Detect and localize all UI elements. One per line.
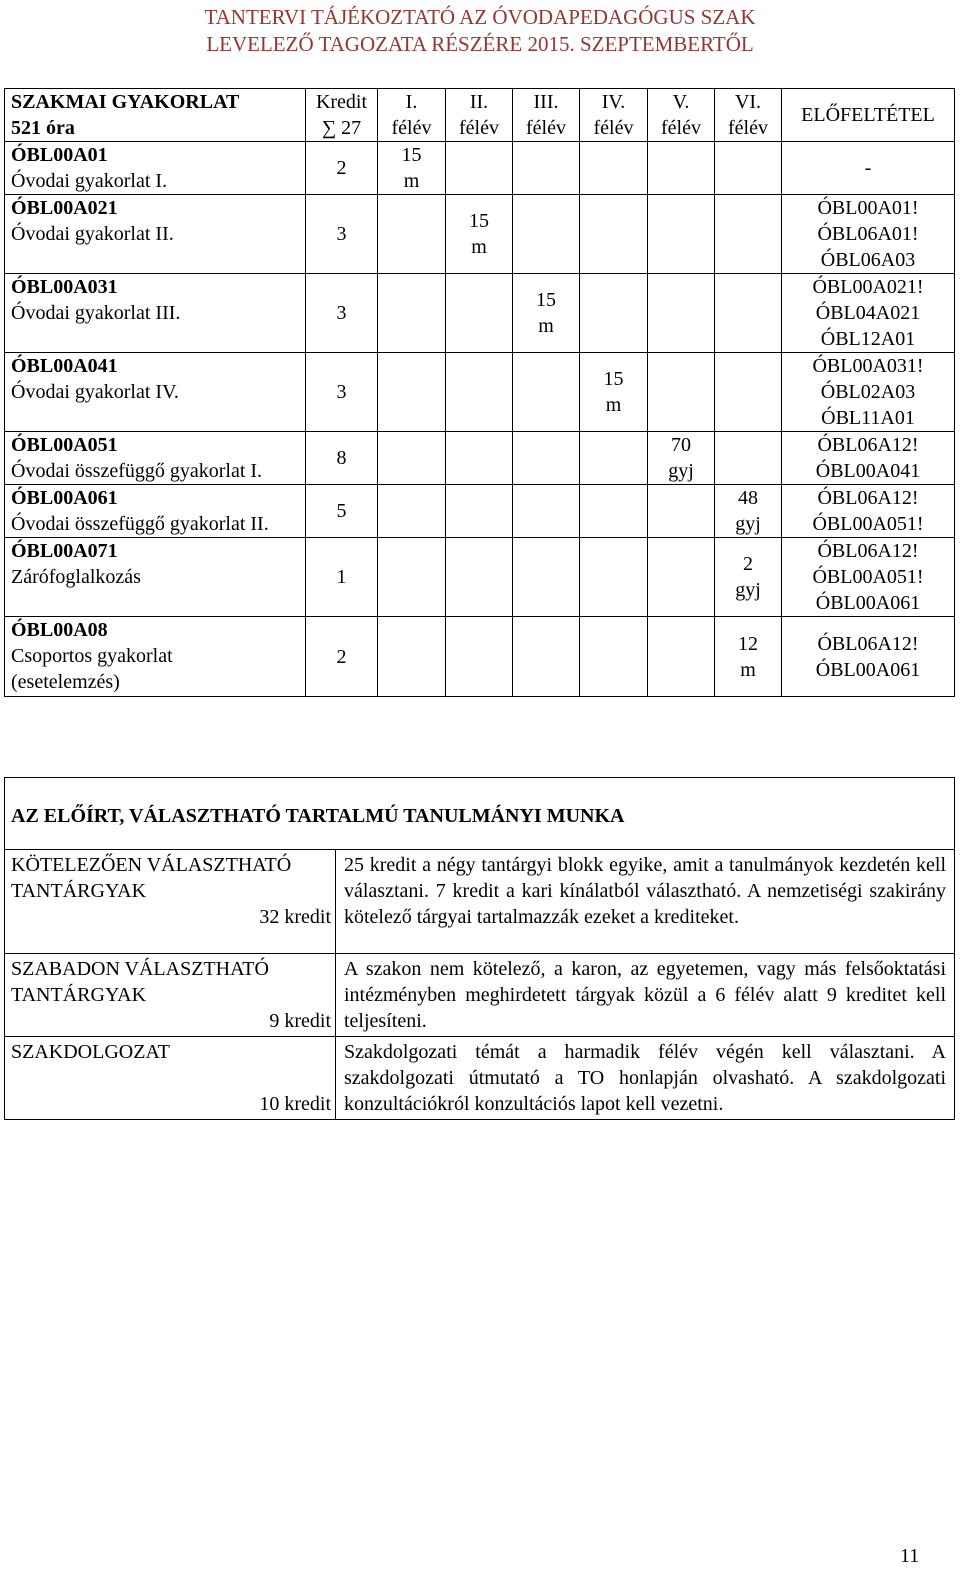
practice-row (5, 617, 955, 697)
hours-value: 15 (603, 368, 624, 390)
practice-hours: 521 óra (11, 117, 75, 139)
semester-cell (513, 142, 580, 195)
semester-hours-cell (715, 617, 782, 697)
credit-cell: 1 (306, 538, 378, 617)
study-row (5, 954, 955, 1037)
semester-cell (715, 432, 782, 485)
course-code: ÓBL00A041 (11, 355, 118, 377)
study-row (5, 850, 955, 954)
semester-header-6 (715, 89, 782, 142)
semester-cell (648, 353, 715, 432)
hours-unit: m (403, 170, 420, 192)
semester-hours-cell (446, 195, 513, 274)
credit-cell: 3 (306, 353, 378, 432)
practice-row (5, 538, 955, 617)
study-text: 25 kredit a négy tantárgyi blokk egyike, amit a tanulmányok kezdetén kell választani. 7 kredit a kari kínálatból választható. A nemzetiségi szakirány kötelező tárgyai tartalmazzák ezeket a krediteket. (336, 850, 955, 954)
prereq-item: ÓBL00A031! (812, 355, 924, 377)
header-line-1: TANTERVI TÁJÉKOZTATÓ AZ ÓVODAPEDAGÓGUS SZAK (204, 5, 756, 29)
semester-cell (378, 485, 446, 538)
prereq-cell (782, 142, 955, 195)
practice-row (5, 432, 955, 485)
prereq-item: - (864, 157, 872, 179)
prereq-cell (782, 353, 955, 432)
semester-word: félév (391, 117, 432, 139)
prereq-cell (782, 274, 955, 353)
practice-table (4, 88, 955, 697)
semester-cell (648, 485, 715, 538)
prereq-item: ÓBL00A061 (815, 658, 921, 681)
semester-num: I. (405, 91, 418, 113)
practice-row (5, 195, 955, 274)
prereq-header: ELŐFELTÉTEL (782, 89, 955, 142)
practice-row (5, 353, 955, 432)
semester-num: V. (672, 91, 690, 113)
semester-cell (580, 274, 648, 353)
course-code: ÓBL00A071 (11, 540, 118, 562)
semester-cell (580, 432, 648, 485)
course-code: ÓBL00A021 (11, 197, 118, 219)
semester-cell (378, 274, 446, 353)
semester-cell (446, 142, 513, 195)
prereq-item: ÓBL04A021 (815, 302, 921, 324)
semester-cell (446, 432, 513, 485)
semester-cell (513, 485, 580, 538)
semester-hours-cell (580, 353, 648, 432)
study-label: KÖTELEZŐEN VÁLASZTHATÓ (11, 854, 292, 876)
hours-unit: m (471, 236, 487, 258)
hours-value: 70 (671, 434, 691, 456)
semester-cell (648, 538, 715, 617)
semester-cell (378, 538, 446, 617)
semester-cell (580, 485, 648, 538)
semester-header-5 (648, 89, 715, 142)
study-text: A szakon nem kötelező, a karon, az egyetemen, vagy más felsőoktatási intézményben meghirdetett tárgyak közül a 6 félév alatt 9 kreditet kell teljesíteni. (336, 954, 955, 1037)
prereq-item: ÓBL11A01 (821, 407, 915, 429)
semester-cell (513, 195, 580, 274)
prereq-cell (782, 195, 955, 274)
practice-row (5, 142, 955, 195)
course-code: ÓBL00A051 (11, 434, 118, 456)
semester-cell (446, 617, 513, 697)
semester-cell (715, 353, 782, 432)
course-cell (5, 617, 306, 697)
semester-cell (378, 617, 446, 697)
header-line-2: LEVELEZŐ TAGOZATA RÉSZÉRE 2015. SZEPTEMBERTŐL (206, 32, 754, 56)
semester-cell (715, 274, 782, 353)
semester-hours-cell (648, 432, 715, 485)
semester-hours-cell (715, 538, 782, 617)
prereq-item: ÓBL06A12! (817, 632, 919, 655)
course-cell (5, 485, 306, 538)
semester-cell (580, 617, 648, 697)
semester-cell (648, 195, 715, 274)
prereq-item: ÓBL00A021! (812, 276, 924, 298)
hours-unit: m (740, 658, 756, 681)
semester-cell (648, 274, 715, 353)
study-label: SZABADON VÁLASZTHATÓ (11, 958, 269, 980)
hours-unit: gyj (735, 579, 761, 601)
course-code: ÓBL00A01 (11, 144, 108, 166)
course-name: Zárófoglalkozás (11, 566, 141, 588)
semester-cell (446, 353, 513, 432)
course-name: Óvodai gyakorlat II. (11, 223, 174, 245)
prereq-item: ÓBL00A041 (815, 460, 921, 482)
semester-cell (715, 142, 782, 195)
credit-cell: 8 (306, 432, 378, 485)
prereq-item: ÓBL00A051! (812, 513, 924, 535)
hours-unit: gyj (735, 513, 761, 535)
course-name: Óvodai összefüggő gyakorlat II. (11, 513, 269, 535)
study-credit: 10 kredit (259, 1093, 331, 1115)
page-header (0, 4, 960, 58)
semester-cell (648, 617, 715, 697)
semester-hours-cell (513, 274, 580, 353)
semester-word: félév (728, 117, 768, 139)
hours-value: 48 (738, 487, 758, 509)
study-label-cell (5, 954, 336, 1037)
semester-cell (446, 485, 513, 538)
semester-word: félév (526, 117, 566, 139)
study-spacer (11, 1065, 331, 1091)
course-cell (5, 274, 306, 353)
semester-cell (513, 617, 580, 697)
study-table (4, 777, 955, 1120)
course-name: Óvodai gyakorlat IV. (11, 381, 179, 403)
study-credit: 32 kredit (259, 906, 331, 928)
hours-value: 2 (743, 553, 753, 575)
course-name-line2: (esetelemzés) (11, 671, 120, 693)
hours-value: 15 (401, 144, 422, 166)
semester-header-1 (378, 89, 446, 142)
semester-word: félév (459, 117, 499, 139)
prereq-item: ÓBL00A061 (815, 592, 921, 614)
practice-row (5, 485, 955, 538)
course-name: Óvodai gyakorlat I. (11, 170, 168, 192)
study-row (5, 1037, 955, 1120)
study-label-cell (5, 1037, 336, 1120)
prereq-cell (782, 538, 955, 617)
semester-num: VI. (734, 91, 762, 113)
semester-word: félév (593, 117, 634, 139)
semester-num: IV. (601, 91, 626, 113)
semester-cell (580, 195, 648, 274)
semester-cell (378, 432, 446, 485)
credit-cell: 5 (306, 485, 378, 538)
semester-cell (513, 353, 580, 432)
kredit-label: Kredit (315, 91, 368, 113)
credit-cell: 3 (306, 195, 378, 274)
semester-cell (378, 195, 446, 274)
prereq-item: ÓBL02A03 (820, 381, 916, 403)
hours-unit: gyj (668, 460, 694, 482)
course-code: ÓBL00A08 (11, 619, 108, 641)
practice-title-cell (5, 89, 306, 142)
course-cell (5, 353, 306, 432)
course-cell (5, 142, 306, 195)
course-cell (5, 538, 306, 617)
kredit-header (306, 89, 378, 142)
semester-header-3 (513, 89, 580, 142)
prereq-cell (782, 617, 955, 697)
semester-num: III. (533, 91, 559, 113)
semester-cell (648, 142, 715, 195)
semester-word: félév (661, 117, 701, 139)
practice-title: SZAKMAI GYAKORLAT (11, 91, 240, 113)
prereq-item: ÓBL06A03 (820, 249, 916, 271)
semester-cell (446, 274, 513, 353)
credit-cell: 3 (306, 274, 378, 353)
study-title: AZ ELŐÍRT, VÁLASZTHATÓ TARTALMÚ TANULMÁNYI MUNKA (5, 778, 955, 850)
study-credit: 9 kredit (269, 1010, 331, 1032)
study-label: SZAKDOLGOZAT (11, 1041, 170, 1063)
semester-hours-cell (715, 485, 782, 538)
course-name: Óvodai gyakorlat III. (11, 302, 181, 324)
course-cell (5, 195, 306, 274)
study-text: Szakdolgozati témát a harmadik félév végén kell választani. A szakdolgozati útmutató a TO honlapján olvasható. A szakdolgozati konzultációkról konzultációs lapot kell vezetni. (336, 1037, 955, 1120)
semester-cell (580, 142, 648, 195)
prereq-item: ÓBL06A12! (817, 487, 919, 509)
semester-cell (446, 538, 513, 617)
prereq-item: ÓBL06A12! (817, 540, 919, 562)
prereq-item: ÓBL00A051! (812, 566, 924, 588)
course-code: ÓBL00A061 (11, 487, 118, 509)
prereq-cell (782, 485, 955, 538)
prereq-item: ÓBL06A12! (817, 434, 919, 456)
hours-value: 15 (469, 210, 489, 232)
prereq-item: ÓBL12A01 (820, 328, 916, 350)
prereq-item: ÓBL06A01! (817, 223, 919, 245)
practice-header-row (5, 89, 955, 142)
course-name: Csoportos gyakorlat (11, 645, 173, 667)
credit-cell: 2 (306, 617, 378, 697)
semester-cell (715, 195, 782, 274)
semester-cell (513, 432, 580, 485)
semester-header-2 (446, 89, 513, 142)
credit-cell: 2 (306, 142, 378, 195)
hours-value: 12 (738, 632, 758, 655)
course-cell (5, 432, 306, 485)
course-code: ÓBL00A031 (11, 276, 118, 298)
study-label-cell (5, 850, 336, 954)
study-label-line2: TANTÁRGYAK (11, 984, 147, 1006)
semester-cell (513, 538, 580, 617)
practice-row (5, 274, 955, 353)
hours-unit: m (605, 394, 622, 416)
semester-header-4 (580, 89, 648, 142)
semester-hours-cell (378, 142, 446, 195)
hours-unit: m (538, 315, 554, 337)
page-number: 11 (900, 1545, 920, 1567)
study-label-line2: TANTÁRGYAK (11, 880, 147, 902)
course-name: Óvodai összefüggő gyakorlat I. (11, 460, 263, 482)
study-title-row (5, 778, 955, 850)
prereq-cell (782, 432, 955, 485)
semester-cell (378, 353, 446, 432)
prereq-item: ÓBL00A01! (817, 197, 919, 219)
semester-cell (580, 538, 648, 617)
hours-value: 15 (536, 289, 556, 311)
semester-num: II. (469, 91, 489, 113)
kredit-total: ∑ 27 (321, 117, 362, 139)
